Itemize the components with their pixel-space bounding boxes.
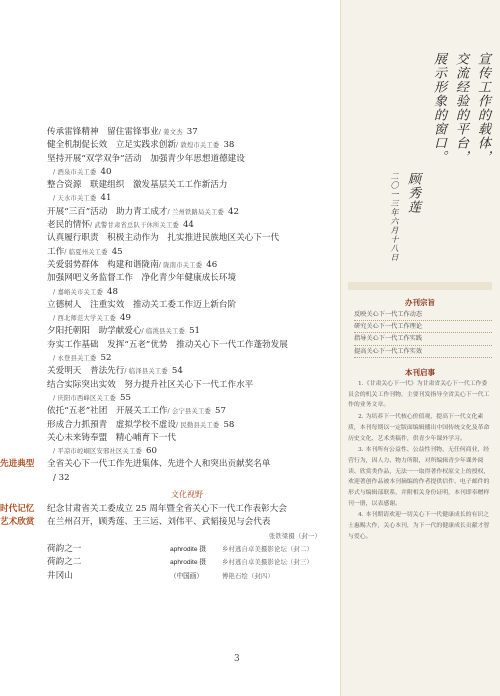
toc-entry-title: 夕阳托朝阳 助学献爱心 (47, 326, 142, 337)
box-title: 办刊宗旨 (405, 298, 435, 307)
toc-entry[interactable] (47, 556, 327, 569)
toc-entry[interactable] (0, 458, 327, 471)
toc-entry-page: 38 (223, 140, 235, 151)
toc-entry-title: 全省关心下一代工作先进集体、先进个人和突出贡献奖名单 (47, 459, 271, 470)
toc-entry[interactable] (47, 325, 327, 338)
toc-entry-page: 49 (120, 313, 131, 324)
toc-entry-title: 井冈山 (47, 570, 73, 581)
toc-entry-page-line (47, 472, 327, 485)
toc-entry-source: / 兰州铁路局关工委 (167, 208, 225, 216)
toc-entry-source: / 永登县关工委 (53, 355, 97, 363)
toc-entry-page: 42 (228, 206, 239, 217)
toc-entry[interactable] (47, 405, 327, 418)
toc-entry-page: 57 (215, 406, 226, 417)
toc-entry[interactable] (47, 139, 327, 152)
toc-entry-title: 开展“三百”活动 助力青工成才 (47, 206, 168, 217)
toc-entry[interactable] (47, 286, 327, 299)
toc-entry-title: 老民的情怀 (47, 220, 90, 231)
toc-entry-source: 傅艳石绘（封四） (222, 572, 274, 580)
toc-entry-title: 夯实工作基础 发挥“五老”优势 推动关心下一代工作蓬勃发展 (47, 339, 288, 350)
toc-entry[interactable] (0, 503, 327, 516)
toc-entry[interactable] (47, 166, 327, 179)
toc-entry-page: 37 (186, 127, 198, 137)
toc-entry-source: / 武警甘肃省总队干休所关工委 (89, 222, 179, 230)
toc-entry-title: 荷韵之一 (47, 543, 82, 554)
list-item: 提高关心下一代工作实效 (354, 346, 492, 358)
section-label: 艺术欣赏 (0, 517, 35, 528)
toc-entry-author: aphrodite 摄 (170, 545, 206, 553)
toc-entry[interactable] (0, 516, 327, 529)
toc-entry[interactable] (47, 192, 327, 205)
toc-entry[interactable] (47, 365, 327, 378)
toc-entry[interactable] (47, 570, 327, 583)
toc-entry[interactable] (47, 259, 327, 272)
toc-entry-title: 立德树人 注重实效 推动关工委工作迈上新台阶 (47, 299, 237, 310)
calligraphy-signature: 顾秀莲 (405, 172, 420, 214)
notice-title: 本刊启事 (405, 368, 435, 377)
toc-entry-page: 46 (206, 259, 218, 270)
toc-entry[interactable] (47, 392, 327, 405)
toc-entry-source: / 临泽县关工委 (124, 368, 168, 376)
toc-entry-source: / 酒泉市关工委 (53, 168, 97, 176)
calligraphy-line: 展示形象的窗口。 (431, 52, 446, 164)
notice-paragraph: 1.《甘肃关心下一代》为甘肃省关心下一代工作委员会的机关工作刊物，主要刊发指导全省关心下一代工作的业务文章。 (348, 381, 490, 409)
toc-entry-source: / 民勤县关工委 (175, 421, 220, 429)
toc-entry-page: 45 (111, 246, 123, 257)
toc-entry[interactable] (47, 246, 327, 259)
toc-entry-page: 41 (100, 193, 112, 204)
toc-entry-title: 在兰州召开，顾秀莲、王三运、刘伟平、武韬接见与会代表 (47, 517, 271, 528)
toc-entry[interactable] (47, 179, 327, 192)
toc-entry-page: 44 (182, 220, 194, 231)
calligraphy-line: 宣传工作的载体， (475, 52, 490, 164)
toc-entry[interactable] (47, 445, 327, 458)
column-divider (340, 0, 341, 696)
credit-text: 张铁梁摄（封一） (269, 532, 321, 540)
toc-entry[interactable] (47, 272, 327, 285)
toc-entry[interactable] (47, 126, 327, 139)
toc-entry[interactable] (47, 352, 327, 365)
toc-entry-page: 51 (189, 326, 200, 337)
toc-entry[interactable] (47, 206, 327, 219)
notice-paragraph: 2. 为培养下一代核心价值观，提高下一代文化素质，本刊每期以一定版面编辑播出中国传统文化及革命历史文化、艺术类稿件，供青少年课外学习。 (348, 414, 490, 442)
toc-entry[interactable] (47, 153, 327, 166)
toc-entry-title: 传承雷锋精神 留住雷锋事业 (47, 127, 159, 137)
toc-entry[interactable] (47, 339, 327, 352)
toc-entry-source: 乡村逃自卓美摄影论坛（封三） (222, 559, 313, 567)
toc-entry-title: 整合资源 联建组织 激发基层关工工作新活力 (47, 180, 228, 191)
calligraphy-inscription (352, 52, 492, 282)
toc-entry-source: / 平凉市崆峒区安邪社区关工委 (53, 448, 142, 456)
toc-entry-source: / 临洮县关工委 (141, 328, 186, 336)
list-item: 反映关心下一代工作动态 (354, 309, 492, 321)
toc-entry-source: / 敦煌市关工委 (175, 142, 220, 150)
section-label: 先进典型 (0, 459, 35, 470)
toc-entry-source: / 庆阳市西峰区关工委 (53, 394, 116, 402)
list-item: 指导关心下一代工作实践 (354, 333, 492, 345)
toc-entry-source: / 嘉峪关市关工委 (53, 288, 104, 296)
notice-body (348, 379, 492, 544)
toc-entry-page: / 32 (53, 472, 70, 483)
calligraphy-line: 交流经验的平台， (453, 52, 468, 164)
toc-entry[interactable] (47, 232, 327, 245)
toc-entry-source: / 西北师范大学关工委 (53, 315, 116, 323)
toc-entry-title: 认真履行职责 积极主动作为 扎实推进民族地区关心下一代 (47, 233, 280, 244)
toc-entry-source: / 姜文杰 (158, 129, 183, 136)
notice-paragraph: 3. 本刊所有公益性、公益性刊物，无任何商业、经营行为，因人力、物力所限，对所编辑青少年课外阅读、欣赏类作品，无法一一取得著作权原文上的授权，欢迎著创作品被本刊摘编的作者提供信件、电子邮件的形式与编辑部联系，并附相关身份证明，本刊即奉赠样刊一册，以表感谢。 (348, 447, 490, 507)
toc-entry-source: / 陇南市关工委 (158, 261, 203, 269)
toc-entry-source: / 会宁县关工委 (167, 408, 212, 416)
toc-entry-title: 荷韵之二 (47, 557, 82, 568)
purpose-list (354, 309, 492, 358)
toc-entry-title: 依托“五老”社团 开展关工工作 (47, 406, 168, 417)
toc-entry-title: 形成合力抓預青 虚拟学校不虚设 (47, 419, 176, 430)
toc-entry-page: 48 (107, 286, 118, 297)
toc-entry-page: 55 (120, 392, 131, 403)
section-heading: 文化视野 (171, 490, 203, 500)
toc-entry[interactable] (47, 219, 327, 232)
toc-entry-title: 关爱明天 普法先行 (47, 366, 125, 377)
toc-entry-title: 关爱弱势群体 构建和谐陇南 (47, 259, 159, 270)
toc-entry[interactable] (47, 312, 327, 325)
toc-entry-title: 关心未来铸奉盟 精心哺育下一代 (47, 432, 176, 443)
toc-entry-title: 加强网吧义务监督工作 净化青少年健康成长环境 (47, 273, 237, 284)
calligraphy-date: 二〇一三年六月十八日 (390, 172, 399, 262)
toc-entry-author: （中国画） (170, 572, 203, 580)
toc-entry-page: 58 (223, 419, 235, 430)
list-item: 研究关心下一代工作理论 (354, 321, 492, 333)
toc-entry-page: 54 (171, 366, 183, 377)
page-number: 3 (234, 654, 240, 664)
toc-entry-author: aphrodite 摄 (170, 559, 206, 567)
toc-list (0, 126, 327, 583)
toc-entry-page: 52 (100, 353, 112, 364)
toc-entry-page: 60 (145, 446, 157, 457)
toc-entry-credit (47, 530, 327, 543)
toc-entry-source: 乡村逃自卓美摄影论坛（封二） (222, 545, 313, 553)
notice-paragraph: 4. 本刊期请欢迎一切关心下一代健康成长的有识之士惠赐大作，关心本刊，为下一代的健康成长贡献才智与爱心。 (348, 512, 490, 540)
toc-entry[interactable] (47, 419, 327, 432)
toc-entry-title: 坚持开展“双学双争”活动 加强青少年思想道德建设 (47, 153, 245, 164)
box-header-bar (348, 282, 492, 290)
toc-entry-source: / 天水市关工委 (53, 195, 97, 203)
toc-entry-title: 工作 (47, 246, 65, 257)
toc-entry-title: 结合实际突出实效 努力提升社区关心下一代工作水平 (47, 379, 254, 390)
toc-entry-title: 健全机制促长效 立足实践求创新 (47, 140, 176, 151)
toc-entry-title: 纪念甘肃省关工委成立 25 周年暨全省关心下一代工作表彰大会 (47, 504, 287, 515)
toc-entry[interactable] (47, 543, 327, 556)
toc-entry[interactable] (47, 379, 327, 392)
section-label: 时代记忆 (0, 504, 35, 515)
toc-entry[interactable] (47, 299, 327, 312)
toc-entry-source: / 临夏州关工委 (64, 248, 108, 256)
toc-entry[interactable] (47, 432, 327, 445)
toc-entry-page: 40 (100, 166, 112, 177)
